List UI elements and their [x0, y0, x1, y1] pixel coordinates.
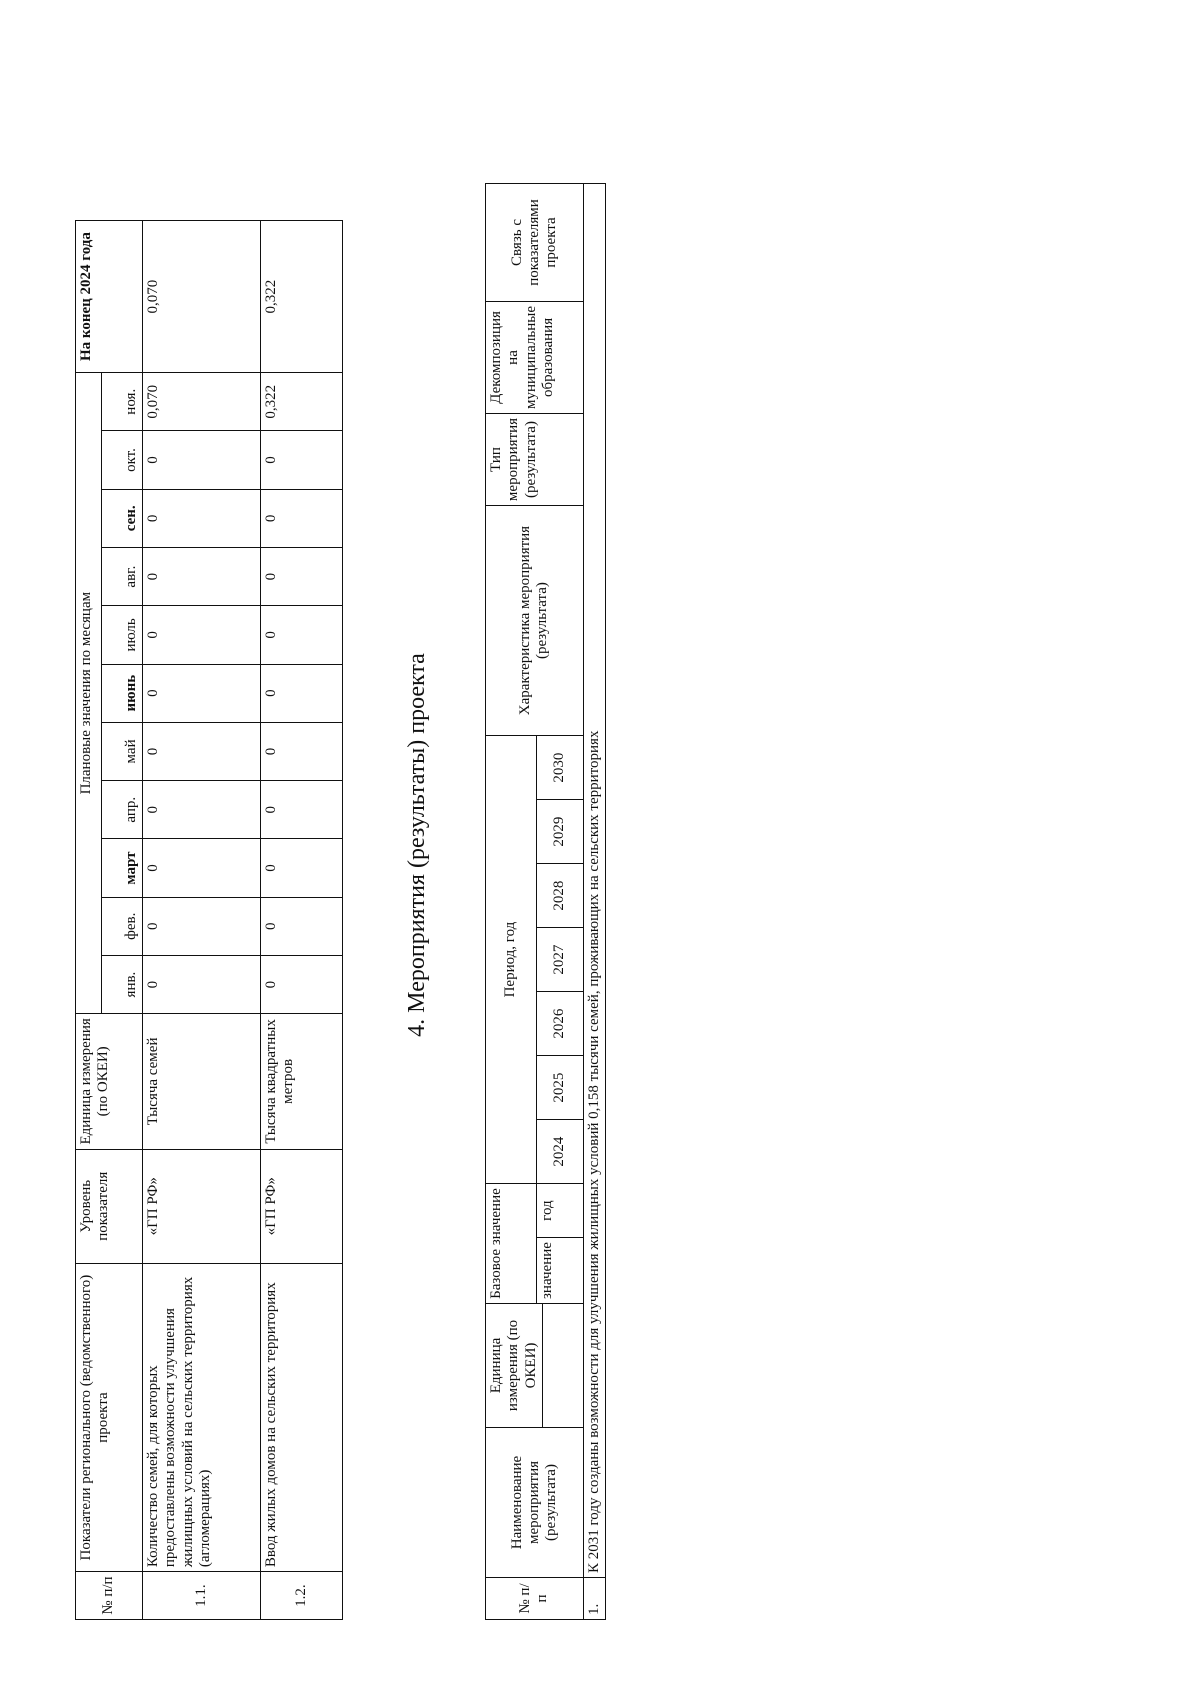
row-month-value: 0 — [143, 547, 261, 605]
row-month-value: 0 — [261, 839, 343, 897]
header-base-value-value: значение — [537, 1238, 584, 1304]
header-base-value-year: год — [537, 1184, 584, 1238]
row-month-value: 0 — [143, 722, 261, 780]
header-row-top — [486, 60, 537, 1620]
header-year: 2028 — [537, 864, 584, 928]
blank-margin — [486, 60, 584, 183]
header-num: № п/п — [76, 1572, 143, 1620]
header-unit-blank — [542, 1304, 583, 1428]
indicators-plan-table — [75, 220, 343, 1620]
rotated-document-sheet — [20, 40, 1180, 1650]
row-month-value: 0 — [261, 547, 343, 605]
row-month-value: 0 — [261, 722, 343, 780]
row-month-value: 0 — [143, 781, 261, 839]
row-month-value: 0 — [261, 664, 343, 722]
header-plan-by-months: Плановые значения по месяцам — [76, 373, 102, 1014]
row-month-value: 0,070 — [143, 373, 261, 431]
row-num: 1.2. — [261, 1572, 343, 1620]
header-decomposition: Декомпозиция на муниципальные образования — [486, 301, 584, 413]
row-indicator-name: Количество семей, для которых предоставлены возможности улучшения жилищных условий на сельских территориях (агломерациях) — [143, 1264, 261, 1572]
header-num: № п/п — [486, 1578, 584, 1620]
header-month: июнь — [102, 664, 143, 722]
row-month-value: 0 — [143, 897, 261, 955]
row-end-of-year: 0,070 — [143, 221, 261, 373]
header-month: ноя. — [102, 373, 143, 431]
events-table — [485, 60, 606, 1620]
row-month-value: 0 — [143, 431, 261, 489]
row-indicator-name: Ввод жилых домов на сельских территориях — [261, 1264, 343, 1572]
row-num: 1.1. — [143, 1572, 261, 1620]
table-row — [583, 60, 605, 1620]
header-event-name: Наименование мероприятия (результата) — [486, 1428, 584, 1578]
row-month-value: 0 — [261, 781, 343, 839]
row-month-value: 0 — [261, 431, 343, 489]
header-year: 2026 — [537, 992, 584, 1056]
header-month: март — [102, 839, 143, 897]
row-unit: Тысяча квадратных метров — [261, 1014, 343, 1149]
header-year: 2025 — [537, 1056, 584, 1120]
header-year: 2027 — [537, 928, 584, 992]
header-indicator-name: Показатели регионального (ведомственного) проекта — [76, 1264, 143, 1572]
header-month: авг. — [102, 547, 143, 605]
row-level: «ГП РФ» — [143, 1149, 261, 1264]
row-end-of-year: 0,322 — [261, 221, 343, 373]
header-event-type: Тип мероприятия (результата) — [486, 413, 584, 505]
header-month: апр. — [102, 781, 143, 839]
header-month: май — [102, 722, 143, 780]
header-unit: Единица измерения (по ОКЕИ) — [76, 1014, 143, 1149]
row-unit: Тысяча семей — [143, 1014, 261, 1149]
row-month-value: 0 — [143, 955, 261, 1013]
row-month-value: 0 — [261, 955, 343, 1013]
table-row — [143, 221, 261, 1620]
header-month: фев. — [102, 897, 143, 955]
row-event-text: К 2031 году созданы возможности для улучшения жилищных условий 0,158 тысячи семей, проживающих на сельских территориях — [583, 183, 605, 1577]
row-month-value: 0 — [261, 489, 343, 547]
table-row — [261, 221, 343, 1620]
header-year: 2030 — [537, 736, 584, 800]
header-year: 2029 — [537, 800, 584, 864]
row-num: 1. — [583, 1578, 605, 1620]
header-base-value: Базовое значение — [486, 1184, 537, 1304]
header-unit: Единица измерения (по ОКЕИ) — [486, 1304, 543, 1428]
header-period: Период, год — [486, 736, 537, 1184]
header-end-of-year: На конец 2024 года — [76, 221, 143, 373]
row-level: «ГП РФ» — [261, 1149, 343, 1264]
header-month: сен. — [102, 489, 143, 547]
row-month-value: 0 — [143, 606, 261, 664]
header-month: июль — [102, 606, 143, 664]
header-month: янв. — [102, 955, 143, 1013]
header-row-top — [76, 221, 102, 1620]
row-month-value: 0 — [143, 664, 261, 722]
header-characteristic: Характеристика мероприятия (результата) — [486, 506, 584, 736]
header-level: Уровень показателя — [76, 1149, 143, 1264]
row-month-value: 0,322 — [261, 373, 343, 431]
row-month-value: 0 — [261, 897, 343, 955]
section-heading: 4. Мероприятия (результаты) проекта — [404, 653, 430, 1037]
row-month-value: 0 — [143, 489, 261, 547]
header-year: 2024 — [537, 1120, 584, 1184]
header-month: окт. — [102, 431, 143, 489]
header-link-to-indicators: Связь с показателями проекта — [486, 183, 584, 301]
row-month-value: 0 — [261, 606, 343, 664]
row-month-value: 0 — [143, 839, 261, 897]
